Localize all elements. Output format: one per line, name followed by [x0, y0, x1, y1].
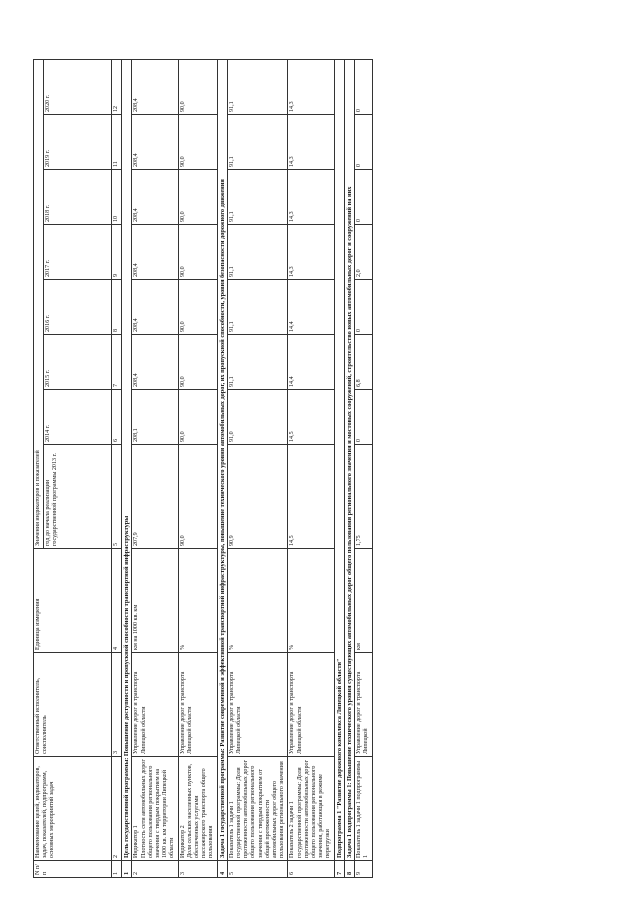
- row-year-value: 14,4: [288, 335, 334, 390]
- colnum: 12: [112, 59, 122, 114]
- row-year-value: 208,1: [132, 390, 178, 445]
- row-year-value: 91,1: [227, 335, 288, 390]
- subprogram-text: Подпрограмма 1 "Развитие дорожного комплекса Липецкой области": [334, 59, 344, 860]
- row-base-value: 14,5: [288, 445, 334, 549]
- row-unit: км на 1000 кв. км: [132, 549, 178, 653]
- row-year-value: 208,4: [132, 335, 178, 390]
- colnum: 5: [112, 445, 122, 549]
- colnum: 2: [112, 757, 122, 861]
- header-responsible: Ответственный исполнитель, соисполнитель: [34, 653, 112, 757]
- subprogram-num: 7: [334, 861, 344, 878]
- row-base-value: 1,75: [355, 445, 372, 549]
- row-year-value: 14,3: [288, 225, 334, 280]
- subtask-text: Задача 1 подпрограммы 1: Повышение технического уровня существующих автомобильных дорог общего пользования регионального значения и мостовых сооружений, строительство новых автомобильных дорог и сооружений на них: [344, 59, 354, 860]
- colnum: 7: [112, 335, 122, 390]
- header-row: [34, 59, 44, 877]
- goal-num: 1: [122, 861, 132, 878]
- colnum: 11: [112, 115, 122, 170]
- colnum: 6: [112, 390, 122, 445]
- row-year-value: 91,0: [227, 390, 288, 445]
- header-values-title: Значения индикаторов и показателей: [34, 59, 44, 548]
- colnum: 9: [112, 225, 122, 280]
- header-year: 2020 г.: [44, 59, 112, 114]
- row-name: Индикатор 1 Плотность сети автомобильных дорог общего пользования регионального значения с твердым покрытием на 1000 кв. км территории Липецкой области: [132, 757, 178, 861]
- row-year-value: 208,4: [132, 115, 178, 170]
- goal-text: Цель государственной программы: Повышение доступности и пропускной способности транспортной инфраструктуры: [122, 59, 132, 860]
- row-num: 9: [355, 861, 372, 878]
- row-year-value: 2,0: [355, 225, 372, 280]
- header-year: 2018 г.: [44, 170, 112, 225]
- row-num: 5: [227, 861, 288, 878]
- rows-group-2: [227, 59, 334, 877]
- row-year-value: 91,1: [227, 115, 288, 170]
- header-year: 2014 г.: [44, 390, 112, 445]
- row-year-value: 6,8: [355, 335, 372, 390]
- row-year-value: 90,0: [178, 170, 217, 225]
- row-year-value: 14,3: [288, 170, 334, 225]
- table-row: [132, 59, 178, 877]
- colnum: 10: [112, 170, 122, 225]
- row-year-value: 0: [355, 59, 372, 114]
- row-year-value: 91,1: [227, 225, 288, 280]
- row-year-value: 90,0: [178, 390, 217, 445]
- row-base-value: 90,9: [227, 445, 288, 549]
- header-num: N п/п: [34, 861, 112, 878]
- colnum: 4: [112, 549, 122, 653]
- row-year-value: 14,3: [288, 115, 334, 170]
- table-row: [288, 59, 334, 877]
- row-year-value: 90,0: [178, 225, 217, 280]
- header-year: 2015 г.: [44, 335, 112, 390]
- colnum: 3: [112, 653, 122, 757]
- row-responsible: Управление дорог и транспорта Липецкой области: [132, 653, 178, 757]
- row-year-value: 0: [355, 170, 372, 225]
- header-year: 2019 г.: [44, 115, 112, 170]
- row-name: Показатель 2 задачи 1 государственной программы: Доля протяженности автомобильных дорог общего пользования регионального значения, работающая в режиме перегрузки: [288, 757, 334, 861]
- row-num: 3: [178, 861, 217, 878]
- header-year: 2017 г.: [44, 225, 112, 280]
- row-responsible: Управление дорог и транспорта Липецкой области: [288, 653, 334, 757]
- row-unit: %: [288, 549, 334, 653]
- row-year-value: 91,1: [227, 170, 288, 225]
- row-year-value: 14,5: [288, 390, 334, 445]
- row-year-value: 14,3: [288, 59, 334, 114]
- row-name: Показатель 1 задачи 1 государственной программы: Доля протяженности автомобильных дорог общего пользования регионального значения с твердым покрытием от общей протяженности автомобильных дорог общего пользования регионального значения: [227, 757, 288, 861]
- row-unit: %: [227, 549, 288, 653]
- task-num: 4: [217, 861, 227, 878]
- row-year-value: 0: [355, 390, 372, 445]
- rows-group-1: [132, 59, 217, 877]
- header-name: Наименование целей, индикаторов, задач, показателей, подпрограмм, основных мероприятий задач: [34, 757, 112, 861]
- row-unit: %: [178, 549, 217, 653]
- rows-group-3: [355, 59, 372, 877]
- task-row: [217, 59, 227, 877]
- row-responsible: Управление дорог и транспорта Липецкой: [355, 653, 372, 757]
- table-row: [227, 59, 288, 877]
- rotated-table-container: [33, 60, 605, 878]
- row-base-value: 90,0: [178, 445, 217, 549]
- row-year-value: 0: [355, 115, 372, 170]
- row-base-value: 207,9: [132, 445, 178, 549]
- row-year-value: 208,4: [132, 280, 178, 335]
- table-row: [178, 59, 217, 877]
- row-name: Индикатор 2 Доля сельских населенных пунктов, обеспеченных услугами пассажирского транспорта общего пользования: [178, 757, 217, 861]
- column-numbers-row: [112, 59, 122, 877]
- row-year-value: 91,1: [227, 59, 288, 114]
- row-year-value: 208,4: [132, 170, 178, 225]
- row-num: 6: [288, 861, 334, 878]
- subtask-num: 8: [344, 861, 354, 878]
- task-text: Задача 1 государственной программы: Развитие современной и эффективной транспортной инфраструктуры, повышение технического уровня автомобильных дорог, их пропускной способности, уровня безопасности дорожного движения: [217, 59, 227, 860]
- row-unit: км: [355, 549, 372, 653]
- row-responsible: Управление дорог и транспорта Липецкой области: [227, 653, 288, 757]
- row-year-value: 90,0: [178, 280, 217, 335]
- row-name: Показатель 1 задачи 1 подпрограммы 1: [355, 757, 372, 861]
- row-year-value: 90,0: [178, 335, 217, 390]
- header-base-year: год до начала реализации государственной программы 2013 г.: [44, 445, 112, 549]
- colnum: 8: [112, 280, 122, 335]
- row-year-value: 90,0: [178, 59, 217, 114]
- row-year-value: 208,4: [132, 225, 178, 280]
- subtask-row: [344, 59, 354, 877]
- header-unit: Единица измерения: [34, 549, 112, 653]
- row-responsible: Управление дорог и транспорта Липецкой области: [178, 653, 217, 757]
- row-year-value: 208,4: [132, 59, 178, 114]
- row-year-value: 14,4: [288, 280, 334, 335]
- indicators-table: [33, 59, 373, 878]
- row-num: 2: [132, 861, 178, 878]
- goal-row: [122, 59, 132, 877]
- row-year-value: 90,0: [178, 115, 217, 170]
- row-year-value: 91,1: [227, 280, 288, 335]
- subprogram-row: [334, 59, 344, 877]
- row-year-value: 0: [355, 280, 372, 335]
- colnum: 1: [112, 861, 122, 878]
- table-row: [355, 59, 372, 877]
- header-year: 2016 г.: [44, 280, 112, 335]
